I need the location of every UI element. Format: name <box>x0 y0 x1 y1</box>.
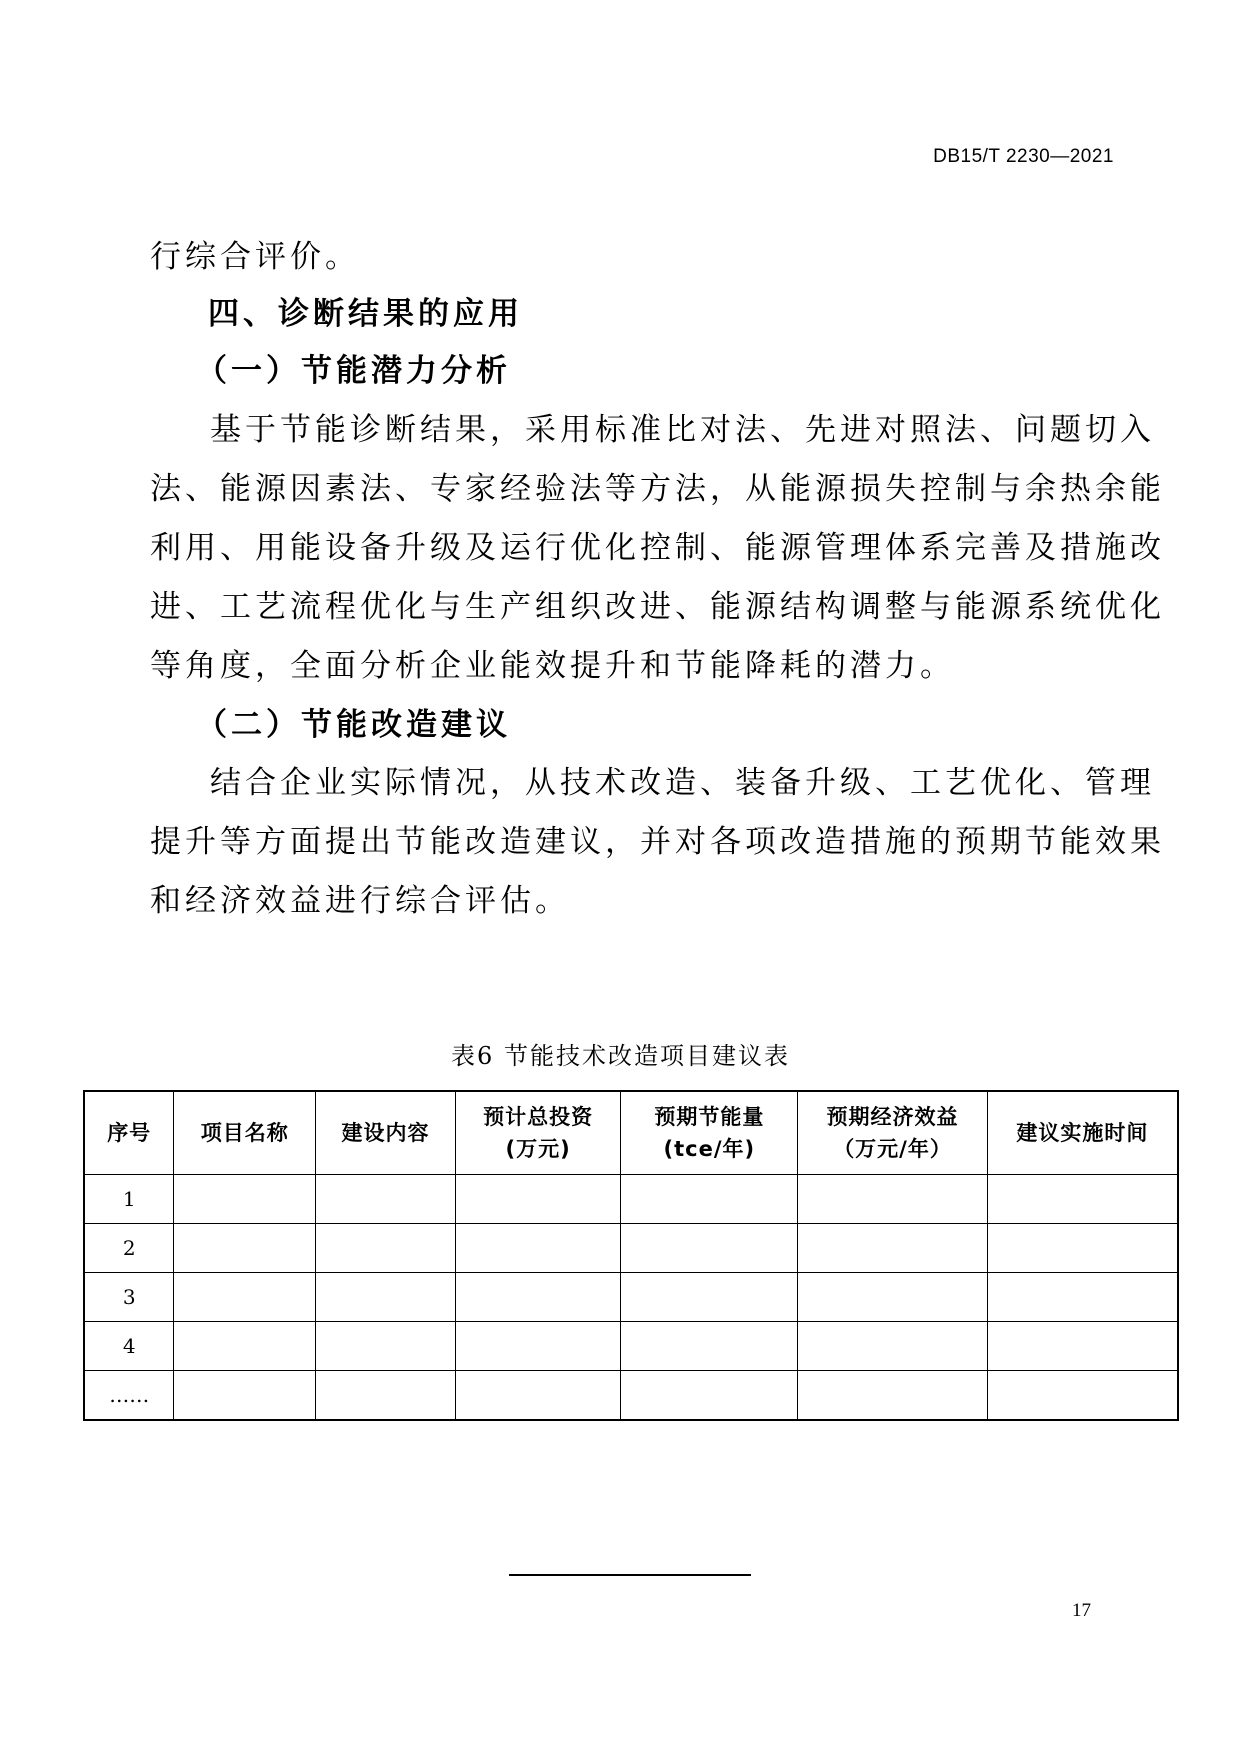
header-implementation-time <box>987 1091 1178 1175</box>
document-code: DB15/T 2230—2021 <box>933 146 1114 167</box>
table-cell <box>987 1371 1178 1421</box>
header-serial <box>84 1091 174 1175</box>
row-serial: 3 <box>84 1273 174 1322</box>
row-serial: 1 <box>84 1175 174 1224</box>
table-cell <box>316 1224 456 1273</box>
section-title: 四、诊断结果的应用 <box>208 296 523 332</box>
table-cell <box>621 1273 798 1322</box>
paragraph-continuation: 行综合评价。 <box>150 239 360 275</box>
table-cell <box>316 1273 456 1322</box>
table-cell <box>455 1322 621 1371</box>
table-row <box>84 1224 1178 1273</box>
table-cell <box>174 1371 316 1421</box>
paragraph-line: 基于节能诊断结果，采用标准比对法、先进对照法、问题切入 <box>210 412 1155 448</box>
table-cell <box>174 1224 316 1273</box>
table-cell <box>455 1175 621 1224</box>
retrofit-suggestion-table <box>83 1090 1179 1421</box>
table-cell <box>455 1371 621 1421</box>
paragraph-line: 提升等方面提出节能改造建议，并对各项改造措施的预期节能效果 <box>150 824 1165 860</box>
paragraph-line: 结合企业实际情况，从技术改造、装备升级、工艺优化、管理 <box>210 765 1155 801</box>
table-cell <box>987 1175 1178 1224</box>
paragraph-line: 等角度，全面分析企业能效提升和节能降耗的潜力。 <box>150 648 955 684</box>
table-cell <box>621 1322 798 1371</box>
header-unit: (tce/年) <box>663 1137 756 1161</box>
row-serial: …… <box>84 1371 174 1421</box>
subsection-title-retrofit-suggestions: （二）节能改造建议 <box>196 707 511 743</box>
table-cell <box>621 1224 798 1273</box>
table-cell <box>987 1322 1178 1371</box>
header-energy-saving <box>621 1091 798 1175</box>
row-serial: 4 <box>84 1322 174 1371</box>
table-cell <box>455 1273 621 1322</box>
header-economic-benefit <box>798 1091 988 1175</box>
header-label: 预期节能量 <box>654 1105 765 1129</box>
table-cell <box>455 1224 621 1273</box>
table-row <box>84 1273 1178 1322</box>
header-label: 预期经济效益 <box>826 1105 959 1129</box>
header-investment <box>455 1091 621 1175</box>
header-label: 项目名称 <box>200 1121 289 1145</box>
header-project-name <box>174 1091 316 1175</box>
header-label: 预计总投资 <box>483 1105 594 1129</box>
table-cell <box>987 1273 1178 1322</box>
page-number: 17 <box>1072 1600 1091 1621</box>
table-cell <box>621 1371 798 1421</box>
table-cell <box>316 1371 456 1421</box>
subsection-title-potential-analysis: （一）节能潜力分析 <box>196 353 511 389</box>
table-row <box>84 1371 1178 1421</box>
table-cell <box>174 1273 316 1322</box>
table-cell <box>798 1371 988 1421</box>
table-cell <box>798 1175 988 1224</box>
table-cell <box>316 1322 456 1371</box>
table-row <box>84 1175 1178 1224</box>
header-unit: (万元) <box>505 1137 571 1161</box>
header-label: 建设内容 <box>341 1121 430 1145</box>
footer-rule <box>509 1574 751 1576</box>
table-cell <box>798 1224 988 1273</box>
table-cell <box>798 1273 988 1322</box>
paragraph-line: 和经济效益进行综合评估。 <box>150 883 570 919</box>
header-construction-content <box>316 1091 456 1175</box>
paragraph-line: 法、能源因素法、专家经验法等方法，从能源损失控制与余热余能 <box>150 471 1165 507</box>
table-cell <box>174 1175 316 1224</box>
header-label: 建议实施时间 <box>1016 1121 1149 1145</box>
row-serial: 2 <box>84 1224 174 1273</box>
table-header-row <box>84 1091 1178 1175</box>
table-row <box>84 1322 1178 1371</box>
header-label: 序号 <box>107 1121 152 1145</box>
table-cell <box>174 1322 316 1371</box>
paragraph-line: 进、工艺流程优化与生产组织改进、能源结构调整与能源系统优化 <box>150 589 1165 625</box>
paragraph-line: 利用、用能设备升级及运行优化控制、能源管理体系完善及措施改 <box>150 530 1165 566</box>
table-caption: 表6 节能技术改造项目建议表 <box>451 1042 790 1070</box>
header-unit: （万元/年） <box>833 1137 952 1161</box>
table-cell <box>316 1175 456 1224</box>
table-cell <box>621 1175 798 1224</box>
table-cell <box>798 1322 988 1371</box>
table-cell <box>987 1224 1178 1273</box>
